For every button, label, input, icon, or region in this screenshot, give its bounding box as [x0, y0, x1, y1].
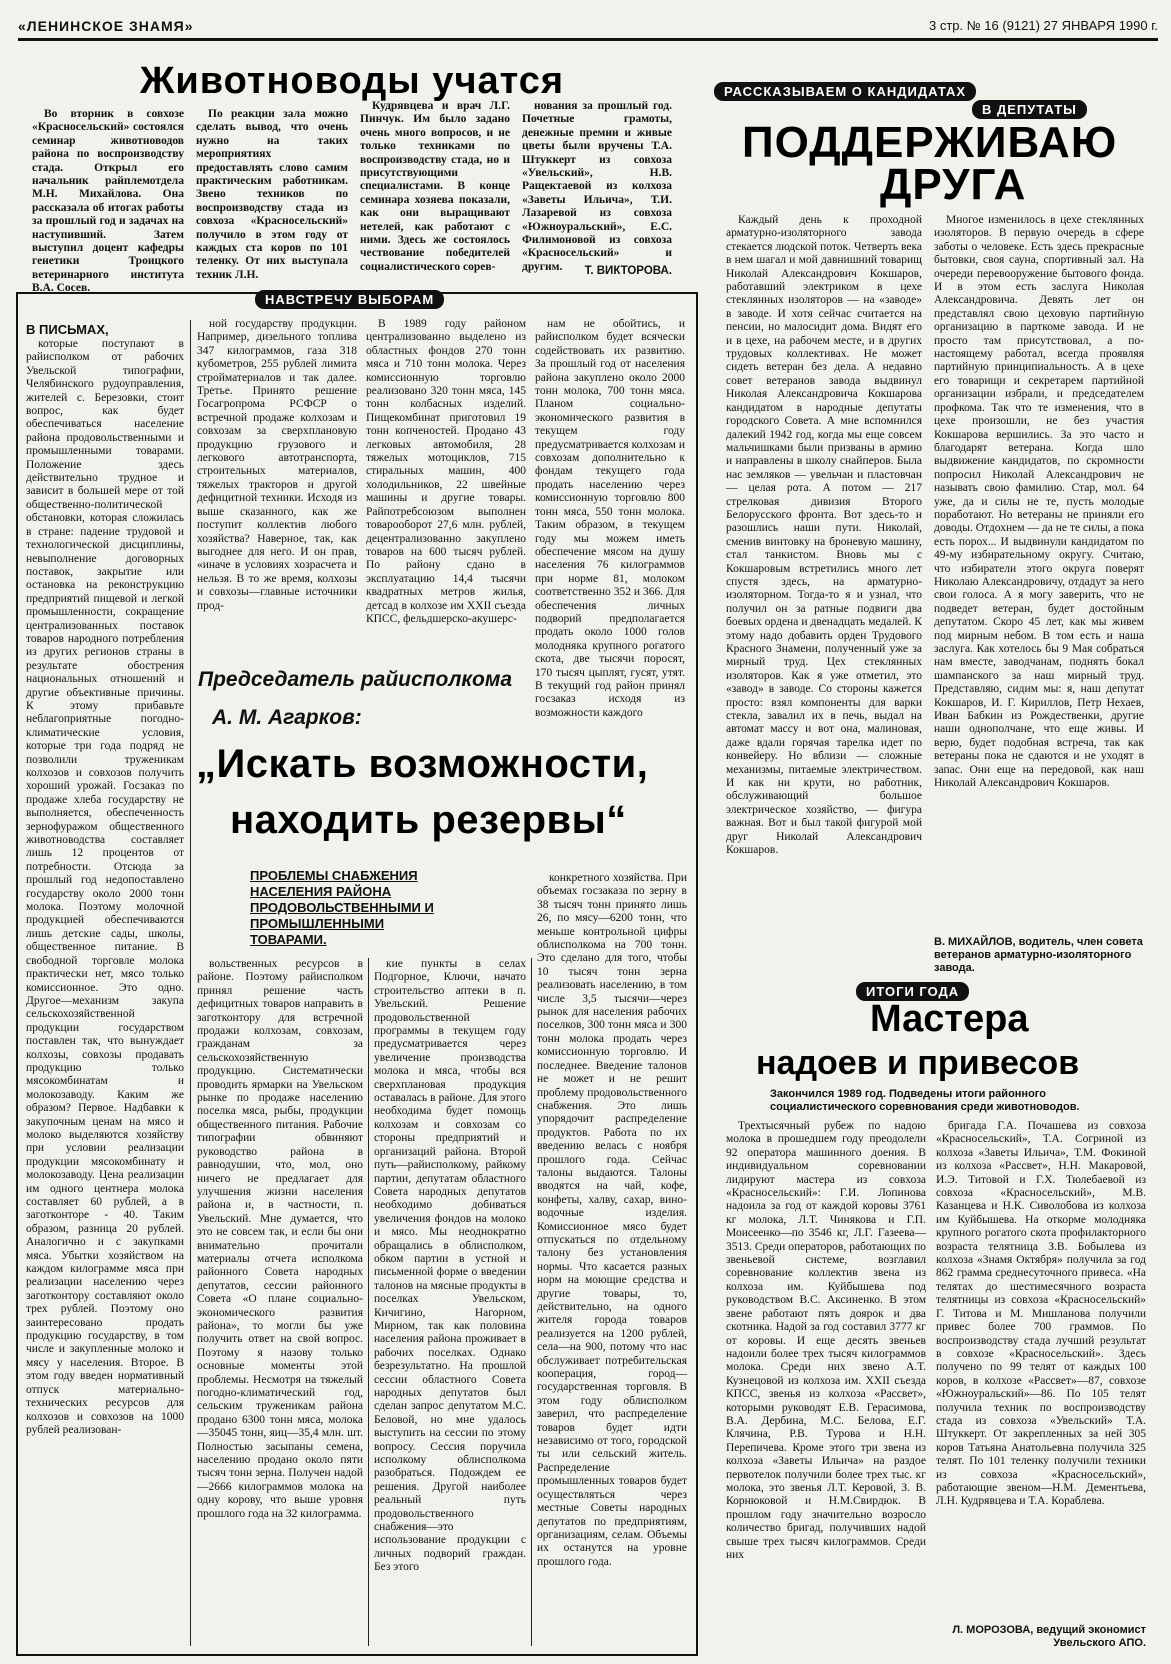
article3-col2: Многое изменилось в цехе стеклянных изоляторов. В первую очередь в сфере заботы о человеке. Есть здесь прекрасные бытовки, своя сауна, спортивный зал. На очереди перевооружение бытового фонда. И в этом есть заслуга Николая Александровича. Девять лет он представлял свою цеховую партийную организацию в парткоме завода. И не просто там присутствовал, а по-настоящему работал, всегда проявляя партийную принципиальность. А в цехе его товарищи и секретарем партийной организации избрали, и председателем профкома. Так что те изменения, что в цехе произошли, не без участия Кокшарова вершились. За это часто и благодарят ветерана. Когда шло выдвижение кандидатов, по скромности попросил Николай Александрович не называть свою фамилию. Стар, мол. 64 уже, да и силы не те, пусть молодые поработают. Но ветераны не приняли его доводы. Отдохнем — да не те силы, а пока есть порох... И выдвинули кандидатом по 49-му избирательному округу. Считаю, что избиратели этого округа поверят Николаю Александровичу, отдадут за него свои голоса. А я могу заверить, что не подведет ветеран, будет достойным депутатом. Скоро 45 лет, как мы живем под мирным небом. В том есть и наша заслуга. Как хотелось бы 9 Мая собраться нам вместе, заводчанам, поднять бокал шампанского за наш мирный труд. Представляю, сидим мы: я, наш депутат Кокшаров, И. Г. Кириллов, Петр Нехаев, Иван Бабкин из Рождественки, другие наши однополчане, что еще живы. И верю, будет подобная встреча, так как ветераны пока не сдаются и не уходят в запас. Они еще на передовой, как наш Николай Александрович Кокшаров. — [934, 214, 1144, 790]
article3-col1: Каждый день к проходной арматурно-изоляторного завода стекается людской поток. Четверть века в нем шагал и мой давнишний товарищ Николай Александрович Кокшаров, работавший электриком в цехе стеклянных изоляторов — на «заводе» в заводе. И хотя сейчас считается на пенсии, но малосидит дома. Видят его и в цехе, на рабочем месте, и в других трудовых коллективах. Не может сидеть ветеран без дела. А недавно совет ветеранов завода выдвинул Николая Александровича Кокшарова кандидатом в народные депутаты городского Совета. А мне вспомнился далекий 1942 год, когда мы еще совсем мальчишками были призваны в армию и направлены в школу снайперов. Была нас земляков — увельчан и пластовчан — целая рота. А потом — 217 стрелковая дивизия Второго Белорусского фронта. Вот здесь-то и разошлись наши пути. Николай, сменив винтовку на броневую машину, стал танкистом. Вновь мы с Кокшаровым встретились много лет спустя здесь, на арматурно-изоляторном. Тогда-то я и узнал, что получил он за ратные подвиги два боевых ордена и двенадцать медалей. К этому надо добавить орден Трудового Красного Знамени, полученный уже за мирный труд. Цех стеклянных изоляторов. Как я уже отметил, это «завод» в заводе. Со стороны кажется просто: взял компоненты для варки стекла, завалил их в печь, выдал на автомат массу и вот она, малиновая, даже вдали горячая тарелка идет по конвейеру. Но вблизи — сложные механизмы, питаемые электричеством. И как ни крути, но работник, обслуживающий большое электрическое хозяйство, — фигура важная. Вот и был такой фигурой мой друг Николай Александрович Кокшаров. — [726, 214, 922, 857]
article1-signature: Т. ВИКТОРОВА. — [584, 265, 672, 277]
article3-banner2: В ДЕПУТАТЫ — [972, 100, 1087, 119]
article3-signature: В. МИХАЙЛОВ, водитель, член совета ветеранов арматурно-изоляторного завода. — [934, 936, 1143, 974]
article2-col2-top: ной государству продукции. Например, дизельного топлива 347 килограммов, газа 318 кубометров, 255 рублей лимита стройматериалов и так далее. Третье. Принято решение Госагропрома РСФСР о встречной продаже колхозам и совхозам за сверхплановую продукцию грузового и легкового автотранспорта, строительных материалов, тяжелых тракторов и другой дефицитной техники. Исходя из выше сказанного, как же поступит коллектив любого хозяйства? Наверное, так, как выгоднее для него. И он прав, «иначе в условиях хозрасчета и нельзя. В то же время, колхозы и совхозы—главные источники прод- — [197, 318, 357, 612]
article4-title-line1: Мастера — [870, 998, 1029, 1040]
issue-info: 3 стр. № 16 (9121) 27 ЯНВАРЯ 1990 г. — [928, 18, 1158, 33]
article3-title-line1: ПОДДЕРЖИВАЮ — [742, 118, 1118, 167]
article2-col4-top: нам не обойтись, и райисполком будет всячески содействовать их развитию. За прошлый год от населения района закуплено около 2000 тонн молока, 700 тонн мяса. Планом социально-экономического развития в текущем году предусматривается колхозам и совхозам дополнительно к фондам текущего года продать населению через комиссионную торговлю 800 тонн мяса, 550 тонн молока. Таким образом, в текущем году мы можем иметь обеспечение мясом на душу населения 76 килограммов при норме 81, молоком соответственно 352 и 366. Для обеспечения личных подворий предполагается продать около 1000 голов молодняка крупного рогатого скота, две тысячи поросят, 170 тысяч цыплят, гусят, утят. В текущий год район принял госзаказ исходя из возможности каждого — [535, 318, 685, 719]
article2-col4-bottom: конкретного хозяйства. При объемах госзаказа по зерну в 38 тысяч тонн принято лишь 26, по мясу—6200 тонн, что меньше контрольной цифры облисполкома на 700 тонн. Это сделано для того, чтобы 10 тысяч тонн зерна реализовать населению, в том числе 3,5 тысячи—через рынок для населения рабочих поселков, 300 тонн мяса и 300 тонн молока продать через комиссионную торговлю. И последнее. Введение талонов не может и не решит проблему продовольственного снабжения. Это лишь упорядочит распределение продуктов. Работа по их введению велась с ноября прошлого года. Сейчас талоны выдаются. Талоны вводятся на чай, кофе, конфеты, халву, сахар, вино-водочные изделия. Комиссионное мясо будет отпускаться по отдельному талону без установления нормы. Что касается разных норм на моющие средства и другие товары, то, действительно, на одного жителя города товаров реализуется на 1200 рублей, села—на 900, потому что нас обслуживает потребительская кооперация, город—государственная торговля. В этом году облисполком заверил, что распределение товаров будет идти независимо от того, городской ты или сельский житель. Распределение промышленных товаров будет осуществляться через местные Советы народных депутатов по предприятиям, организациям, селам. Объемы их останутся на уровне прошлого года. — [537, 872, 687, 1568]
article2-subhead: ПРОБЛЕМЫ СНАБЖЕНИЯ НАСЕЛЕНИЯ РАЙОНА ПРОДОВОЛЬСТВЕННЫМИ И ПРОМЫШЛЕННЫМИ ТОВАРАМИ. — [250, 868, 434, 947]
article1-col3: Кудрявцева и врач Л.Г. Пинчук. Им было задано очень много вопросов, и не только техниками по воспроизводству стада, но и присутствующими специалистами. В конце семинара хозяева показали, как они выращивают нетелей, как работают с ними. Здесь же состоялось чествование победителей социалистического сорев- — [360, 100, 510, 273]
article2-rule-1 — [190, 320, 191, 1646]
article2-title-line2: находить резервы“ — [230, 798, 627, 842]
article4-signature: Л. МОРОЗОВА, ведущий экономист Увельского АПО. — [952, 1624, 1146, 1649]
article4-lead: Закончился 1989 год. Подведены итоги районного социалистического соревнования среди животноводов. — [770, 1088, 1080, 1113]
article2-lead: В ПИСЬМАХ, — [26, 322, 109, 337]
newspaper-name: «ЛЕНИНСКОЕ ЗНАМЯ» — [18, 18, 194, 34]
article2-kicker: Председатель райисполкома — [198, 668, 513, 691]
article1-col2: По реакции зала можно сделать вывод, что очень нужно на таких мероприятиях предоставлять слово самим практическим работникам. Звено техников по воспроизводству стада из совхоза «Красносельский» получило в этом году от каждых ста коров по 101 теленку. От них выступала техник Л.Н. — [196, 108, 348, 281]
article4-banner: ИТОГИ ГОДА — [856, 982, 969, 1001]
article2-col1: которые поступают в райисполком от рабочих Увельской типографии, Челябинского рудоуправления, жителей с. Березовки, стоит вопрос, как будет обеспечиваться население района продовольственными и промышленными товарами. Положение здесь действительно трудное и зависит в большей мере от той общественно-политической обстановки, которая сложилась в стране: падение трудовой и технологической дисциплины, невыполнение договорных поставок, закрытие или остановка на реконструкцию предприятий пищевой и легкой промышленности, сокращение централизованных поставок товаров народного потребления из других регионов страны в результате обострения национальных отношений и другие объективные причины. К этому прибавьте неблагоприятные погодно-климатические условия, которые три года подряд не позволили труженикам колхозов и совхозов получить хороший урожай. Госзаказ по продаже хлеба государству не выполняется, обеспеченность зернофуражом общественного животноводства составляет лишь 12 процентов от потребности. Отсюда за прошлый год недопоставлено государству около 2000 тонн молока. Поэтому молочной продукцией обеспечиваются лишь детские сады, школы, общественное питание. В свободной торговле молока практически нет, мясо только комиссионное. Это одно. Другое—механизм закупа сельскохозяйственной продукции государством поставлен так, что вынуждает колхозы, совхозы продавать продукцию только мясокомбинатам и молокозаводу. Каким же образом? Первое. Надбавки к закупочным ценам на мясо и молоко выделяются хозяйству при условии реализации продукции мясокомбинату и молокозаводу. Цена реализации им одного центнера молока составляет 60 рублей, а в заготконторе - 40. Таким образом, разница 20 рублей. Аналогично и с закупками мяса. Убытки хозяйством на каждом килограмме мяса при реализации населению через заготконтору составляют около трех рублей. Поэтому оно заинтересовано продать продукцию государству, в том числе и закупленные молоко и мясу у населения. Второе. В этом году введен нормативный отпуск материально-технических ресурсов для колхозов и совхозов на 1000 рублей реализован- — [26, 338, 184, 1436]
article4-title-line2: надоев и привесов — [756, 1044, 1080, 1082]
article2-title-line1: „Искать возможности, — [196, 742, 649, 786]
article1-col4: нования за прошлый год. Почетные грамоты, денежные премии и живые цветы были вручены Т.А. Штуккерт из совхоза «Увельский», Н.В. Ращектаевой из колхоза «Заветы Ильича», Т.И. Лазаревой из совхоза «Южноуральский», Е.С. Филимоновой из совхоза «Красносельский» и другим. — [522, 100, 672, 273]
article2-rule-3 — [531, 958, 532, 1646]
article1-title: Животноводы учатся — [140, 60, 565, 102]
article1-col1: Во вторник в совхозе «Красносельский» состоялся семинар животноводов района по воспроизводству стада. Открыл его начальник райплемотдела М.Н. Михайлова. Она рассказала об итогах работы за прошлый год и задачах на наступивший. Затем выступил доцент кафедры генетики Троицкого ветеринарного института В.А. Сосев. — [32, 108, 184, 295]
article2-author: А. М. Агарков: — [212, 706, 362, 729]
article3-title-line2: ДРУГА — [880, 160, 1027, 209]
article2-col3-top: В 1989 году районом централизованно выделено из областных фондов 270 тонн мяса и 710 тонн молока. Через комиссионную торговлю реализовано 320 тонн мяса, 145 тонн колбасных изделий. Пищекомбинат приготовил 19 тонн копченостей. Продано 43 легковых автомобиля, 28 тяжелых мотоциклов, 715 стиральных машин, 400 холодильников, 22 швейные машины и другие товары. Райпотребсоюзом выполнен товарооборот 27,6 млн. рублей, децентрализованно закуплено товаров на 600 тысяч рублей. По району сдано в эксплуатацию 14,4 тысячи квадратных метров жилья, детсад в колхозе им XXII съезда КПСС, фельдшерско-акушерс- — [366, 318, 526, 625]
article2-rule-2 — [368, 958, 369, 1646]
article4-col1: Трехтысячный рубеж по надою молока в прошедшем году преодолели 92 оператора машинного доения. В индивидуальном соревновании лидируют мастера из совхоза «Красносельский»: Г.И. Лопинова надоила за год от каждой коровы 3761 кг молока, Л.Т. Чинякова и Г.П. Моисеенко—по 3546 кг, Л.Г. Газеева—3513. Среди операторов, работающих по звеньевой системе, возглавил соревнование коллектив звена из колхоза им. Куйбышева под руководством В.С. Аксиненко. В этом звене работают пять доярок и два скотника. Надой за год составил 3777 кг от коровы. И еще десять звеньев надоили более трех тысяч килограммов молока. Среди них звено А.Т. Кузнецовой из колхоза им. XXII съезда КПСС, звенья из колхоза «Рассвет», которыми руководят Е.В. Герасимова, В.А. Дербина, М.С. Белова, Е.Г. Клячина, Р.В. Турова и Н.Н. Перепичева. Кроме этого три звена из колхоза «Заветы Ильича» на раздое первотелок получили более трех тыс. кг молока, это звенья Л.Т. Керовой, З. В. Корнюковой и Н.М.Свирдюк. В прошлом году значительно возросло количество бригад, получивших надой свыше трех тысяч килограммов. Среди них — [726, 1120, 926, 1561]
article3-banner1: РАССКАЗЫВАЕМ О КАНДИДАТАХ — [714, 82, 976, 101]
article2-banner: НАВСТРЕЧУ ВЫБОРАМ — [255, 290, 444, 309]
masthead — [18, 14, 1158, 41]
article2-col3-bottom: кие пункты в селах Подгорное, Ключи, начато строительство аптеки в п. Увельский. Решение продовольственной программы в текущем году предусматривается через увеличение производства молока и мяса, чтобы вся сверхплановая продукция оставалась в районе. Для этого необходима будет помощь колхозам и совхозам со стороны предприятий и организаций района. Второй путь—райисполкому, райкому партии, депутатам областного Совета народных депутатов необходимо добиваться увеличения фондов на молоко и мясо. Мы неоднократно обращались в облисполком, обком партии в устной и письменной форме о введении талонов на мясные продукты в поселках Увельском, Кичигино, Нагорном, Мирном, так как половина населения района проживает в рабочих поселках. Однако безрезультатно. На прошлой сессии областного Совета народных депутатов был сделан запрос депутатом М.С. Беловой, но мне удалось выступить на сессии по этому вопросу. Сессия поручила исполкому облисполкома разобраться. Подождем ее решения. Другой наиболее реальный путь продовольственного снабжения—это использование продукции с личных подворий граждан. Без этого — [374, 958, 526, 1574]
article2-col2-bottom: вольственных ресурсов в районе. Поэтому райисполком принял решение часть дефицитных товаров направить в заготконтору для встречной продажи колхозам, совхозам, гражданам за сельскохозяйственную продукцию. Систематически проводить ярмарки на Увельском рынке по продаже населению поселка мяса, рыбы, продукции общественного питания. Рабочие типографии обвиняют руководство района в равнодушии, что, мол, оно ничего не предлагает для улучшения жизни населения района и, в частности, п. Увельский. Мне думается, что это не совсем так, и если бы они внимательно прочитали материалы отчета исполкома районного Совета народных депутатов, сессии районного Совета «О плане социально-экономического развития района», то могли бы уже получить ответ на свой вопрос. Поэтому я назову только основные моменты этой проблемы. Несмотря на тяжелый погодно-климатический год, сельским труженикам района продано 6300 тонн мяса, молока—35045 тонн, яиц—35,4 млн. шт. Полностью засыпаны семена, населению продано около пяти тысяч тонн зерна. Получен надой—2666 килограммов молока на одну корову, что выше уровня прошлого года на 32 килограмма. — [197, 958, 363, 1520]
article4-col2: бригада Г.А. Почашева из совхоза «Красносельский», Т.А. Согриной из колхоза «Заветы Ильича», Т.М. Фокиной из колхоза «Рассвет», Н.Н. Макаровой, И.Э. Титовой и Г.Х. Тюлебаевой из совхоза «Красносельский», М.В. Казанцева и Н.К. Сиволобова из колхоза им Куйбышева. На откорме молодняка крупного рогатого скота профилакторного возраста телятница З.В. Бобылева из колхоза «Знамя Октября» получила за год 862 грамма среднесуточного привеса. «На телятах до шестимесячного возраста телятницы из совхоза «Красносельский» Г. Титова и М. Мишланова получили привес более 700 граммов. По воспроизводству стада лучший результат в совхозе «Красносельский». Здесь получено по 99 телят от каждых 100 коров, в колхозе «Рассвет»—87, совхозе «Южноуральский»—86. По 105 телят получила техник по воспроизводству стада из совхоза «Увельский» Т.А. Штуккерт. От закрепленных за ней 305 коров Татьяна Анатольевна получила 325 телят. По 101 теленку получили техники из совхоза «Красносельский», работающие звеном—Н.М. Дементьева, Л.Н. Кудрявцева и Т.А. Кораблева. — [936, 1120, 1146, 1508]
